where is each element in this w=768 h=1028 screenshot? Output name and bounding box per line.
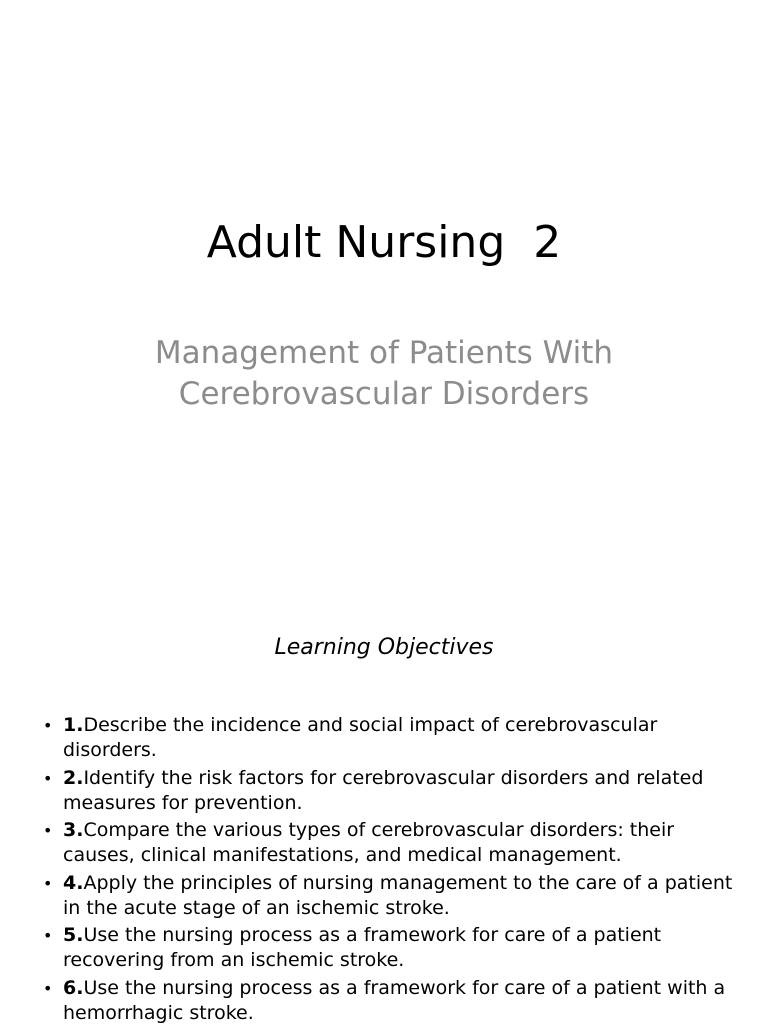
objective-item xyxy=(43,818,733,868)
bullet-icon: • xyxy=(43,716,53,735)
objective-number: 3. xyxy=(63,819,84,841)
objective-text: Identify the risk factors for cerebrovascular disorders and related measures for prevention. xyxy=(63,766,704,814)
objective-number: 2. xyxy=(63,766,84,789)
slide-title: Adult Nursing 2 xyxy=(206,217,562,268)
objective-number: 1. xyxy=(63,714,84,736)
bullet-icon: • xyxy=(43,768,53,788)
bullet-icon: • xyxy=(43,926,53,945)
section-heading: Learning Objectives xyxy=(274,635,494,660)
objective-number: 5. xyxy=(63,924,84,946)
bullet-icon: • xyxy=(43,821,53,840)
objective-item xyxy=(43,871,733,921)
objectives-list xyxy=(43,713,733,1028)
objective-item xyxy=(43,976,733,1026)
objective-text: Use the nursing process as a framework for care of a patient recovering from an ischemic stroke. xyxy=(63,924,662,971)
objective-number: 6. xyxy=(63,976,84,999)
slide-subtitle: Management of Patients With Cerebrovascular Disorders xyxy=(154,335,614,412)
learning-objectives-slide xyxy=(0,576,768,1024)
objective-item xyxy=(43,923,733,973)
objective-text: Apply the principles of nursing management to the care of a patient in the acute stage of an ischemic stroke. xyxy=(63,871,733,919)
bullet-icon: • xyxy=(43,873,53,893)
bullet-icon: • xyxy=(43,978,53,998)
objective-text: Use the nursing process as a framework for care of a patient with a hemorrhagic stroke. xyxy=(63,976,726,1024)
objective-text: Compare the various types of cerebrovascular disorders: their causes, clinical manifestations, and medical management. xyxy=(63,819,675,866)
objective-text: Describe the incidence and social impact of cerebrovascular disorders. xyxy=(63,714,658,761)
objective-item xyxy=(43,713,733,763)
objective-number: 4. xyxy=(63,871,84,894)
objective-item xyxy=(43,766,733,816)
